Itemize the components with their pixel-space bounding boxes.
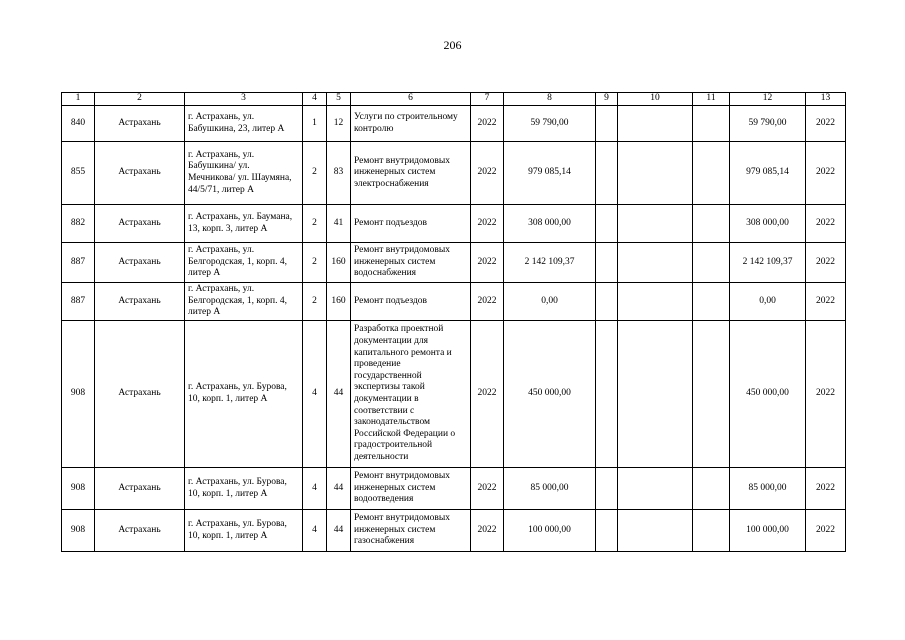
table-row (62, 510, 846, 552)
cell-col-12: 979 085,14 (730, 142, 806, 205)
cell-col-3: г. Астрахань, ул. Бурова, 10, корп. 1, литер А (185, 510, 303, 552)
cell-col-6: Ремонт внутридомовых инженерных систем водоснабжения (351, 243, 471, 283)
cell-col-2: Астрахань (95, 321, 185, 468)
cell-col-9 (596, 205, 618, 243)
cell-col-13: 2022 (806, 243, 846, 283)
cell-col-3: г. Астрахань, ул. Бурова, 10, корп. 1, литер А (185, 321, 303, 468)
cell-col-4: 2 (303, 243, 327, 283)
cell-col-9 (596, 106, 618, 142)
cell-col-7: 2022 (471, 106, 504, 142)
cell-col-9 (596, 468, 618, 510)
column-header-1: 1 (62, 93, 95, 106)
cell-col-6: Ремонт внутридомовых инженерных систем газоснабжения (351, 510, 471, 552)
cell-col-13: 2022 (806, 205, 846, 243)
cell-col-7: 2022 (471, 283, 504, 321)
cell-col-7: 2022 (471, 510, 504, 552)
cell-col-3: г. Астрахань, ул. Бурова, 10, корп. 1, литер А (185, 468, 303, 510)
cell-col-3: г. Астрахань, ул. Бабушкина/ ул. Мечникова/ ул. Шаумяна, 44/5/71, литер А (185, 142, 303, 205)
cell-col-7: 2022 (471, 142, 504, 205)
cell-col-10 (618, 283, 693, 321)
cell-col-4: 4 (303, 468, 327, 510)
page-number: 206 (443, 38, 462, 52)
cell-col-11 (693, 283, 730, 321)
cell-col-2: Астрахань (95, 106, 185, 142)
cell-col-2: Астрахань (95, 205, 185, 243)
cell-col-5: 44 (327, 510, 351, 552)
cell-col-5: 12 (327, 106, 351, 142)
cell-col-6: Разработка проектной документации для капитального ремонта и проведение государственной экспертизы такой документации в соответствии с законодательством Российской Федерации о градостроительной деятельности (351, 321, 471, 468)
column-header-3: 3 (185, 93, 303, 106)
cell-col-8: 450 000,00 (504, 321, 596, 468)
column-number-row (62, 93, 846, 106)
cell-col-9 (596, 243, 618, 283)
cell-col-8: 59 790,00 (504, 106, 596, 142)
cell-col-8: 2 142 109,37 (504, 243, 596, 283)
cell-col-1: 840 (62, 106, 95, 142)
cell-col-4: 4 (303, 321, 327, 468)
cell-col-3: г. Астрахань, ул. Бабушкина, 23, литер А (185, 106, 303, 142)
cell-col-6: Ремонт внутридомовых инженерных систем водоотведения (351, 468, 471, 510)
cell-col-11 (693, 106, 730, 142)
table-row (62, 106, 846, 142)
cell-col-13: 2022 (806, 321, 846, 468)
table-row (62, 205, 846, 243)
cell-col-7: 2022 (471, 205, 504, 243)
cell-col-9 (596, 142, 618, 205)
cell-col-8: 979 085,14 (504, 142, 596, 205)
cell-col-11 (693, 468, 730, 510)
cell-col-11 (693, 321, 730, 468)
column-header-8: 8 (504, 93, 596, 106)
table-row (62, 243, 846, 283)
table-row (62, 142, 846, 205)
cell-col-10 (618, 142, 693, 205)
cell-col-9 (596, 283, 618, 321)
table-body (62, 106, 846, 552)
cell-col-5: 83 (327, 142, 351, 205)
cell-col-5: 44 (327, 321, 351, 468)
cell-col-7: 2022 (471, 468, 504, 510)
cell-col-3: г. Астрахань, ул. Баумана, 13, корп. 3, литер А (185, 205, 303, 243)
table-row (62, 283, 846, 321)
cell-col-11 (693, 142, 730, 205)
column-header-12: 12 (730, 93, 806, 106)
cell-col-2: Астрахань (95, 510, 185, 552)
cell-col-12: 0,00 (730, 283, 806, 321)
cell-col-10 (618, 243, 693, 283)
cell-col-10 (618, 468, 693, 510)
cell-col-4: 1 (303, 106, 327, 142)
cell-col-12: 100 000,00 (730, 510, 806, 552)
cell-col-8: 100 000,00 (504, 510, 596, 552)
cell-col-1: 882 (62, 205, 95, 243)
cell-col-6: Ремонт подъездов (351, 283, 471, 321)
column-header-6: 6 (351, 93, 471, 106)
cell-col-11 (693, 243, 730, 283)
cell-col-9 (596, 321, 618, 468)
cell-col-1: 855 (62, 142, 95, 205)
capital-repair-table (61, 92, 846, 552)
column-header-2: 2 (95, 93, 185, 106)
cell-col-12: 85 000,00 (730, 468, 806, 510)
cell-col-12: 2 142 109,37 (730, 243, 806, 283)
cell-col-13: 2022 (806, 106, 846, 142)
cell-col-1: 908 (62, 321, 95, 468)
cell-col-8: 308 000,00 (504, 205, 596, 243)
cell-col-5: 160 (327, 283, 351, 321)
cell-col-4: 2 (303, 283, 327, 321)
cell-col-2: Астрахань (95, 142, 185, 205)
cell-col-10 (618, 321, 693, 468)
cell-col-13: 2022 (806, 510, 846, 552)
cell-col-12: 308 000,00 (730, 205, 806, 243)
cell-col-3: г. Астрахань, ул. Белгородская, 1, корп. 4, литер А (185, 243, 303, 283)
cell-col-4: 2 (303, 205, 327, 243)
cell-col-5: 44 (327, 468, 351, 510)
cell-col-12: 450 000,00 (730, 321, 806, 468)
cell-col-3: г. Астрахань, ул. Белгородская, 1, корп. 4, литер А (185, 283, 303, 321)
cell-col-8: 0,00 (504, 283, 596, 321)
cell-col-5: 41 (327, 205, 351, 243)
cell-col-1: 887 (62, 243, 95, 283)
table-row (62, 468, 846, 510)
cell-col-13: 2022 (806, 142, 846, 205)
cell-col-13: 2022 (806, 468, 846, 510)
cell-col-6: Ремонт внутридомовых инженерных систем электроснабжения (351, 142, 471, 205)
cell-col-9 (596, 510, 618, 552)
cell-col-11 (693, 510, 730, 552)
cell-col-1: 887 (62, 283, 95, 321)
column-header-7: 7 (471, 93, 504, 106)
cell-col-8: 85 000,00 (504, 468, 596, 510)
cell-col-7: 2022 (471, 243, 504, 283)
column-header-9: 9 (596, 93, 618, 106)
cell-col-12: 59 790,00 (730, 106, 806, 142)
cell-col-10 (618, 205, 693, 243)
column-header-13: 13 (806, 93, 846, 106)
cell-col-4: 4 (303, 510, 327, 552)
cell-col-2: Астрахань (95, 283, 185, 321)
column-header-11: 11 (693, 93, 730, 106)
cell-col-13: 2022 (806, 283, 846, 321)
cell-col-6: Ремонт подъездов (351, 205, 471, 243)
cell-col-7: 2022 (471, 321, 504, 468)
table-row (62, 321, 846, 468)
cell-col-5: 160 (327, 243, 351, 283)
cell-col-11 (693, 205, 730, 243)
cell-col-2: Астрахань (95, 468, 185, 510)
cell-col-10 (618, 106, 693, 142)
column-header-10: 10 (618, 93, 693, 106)
cell-col-1: 908 (62, 468, 95, 510)
cell-col-6: Услуги по строительному контролю (351, 106, 471, 142)
cell-col-4: 2 (303, 142, 327, 205)
cell-col-10 (618, 510, 693, 552)
cell-col-2: Астрахань (95, 243, 185, 283)
cell-col-1: 908 (62, 510, 95, 552)
column-header-5: 5 (327, 93, 351, 106)
column-header-4: 4 (303, 93, 327, 106)
